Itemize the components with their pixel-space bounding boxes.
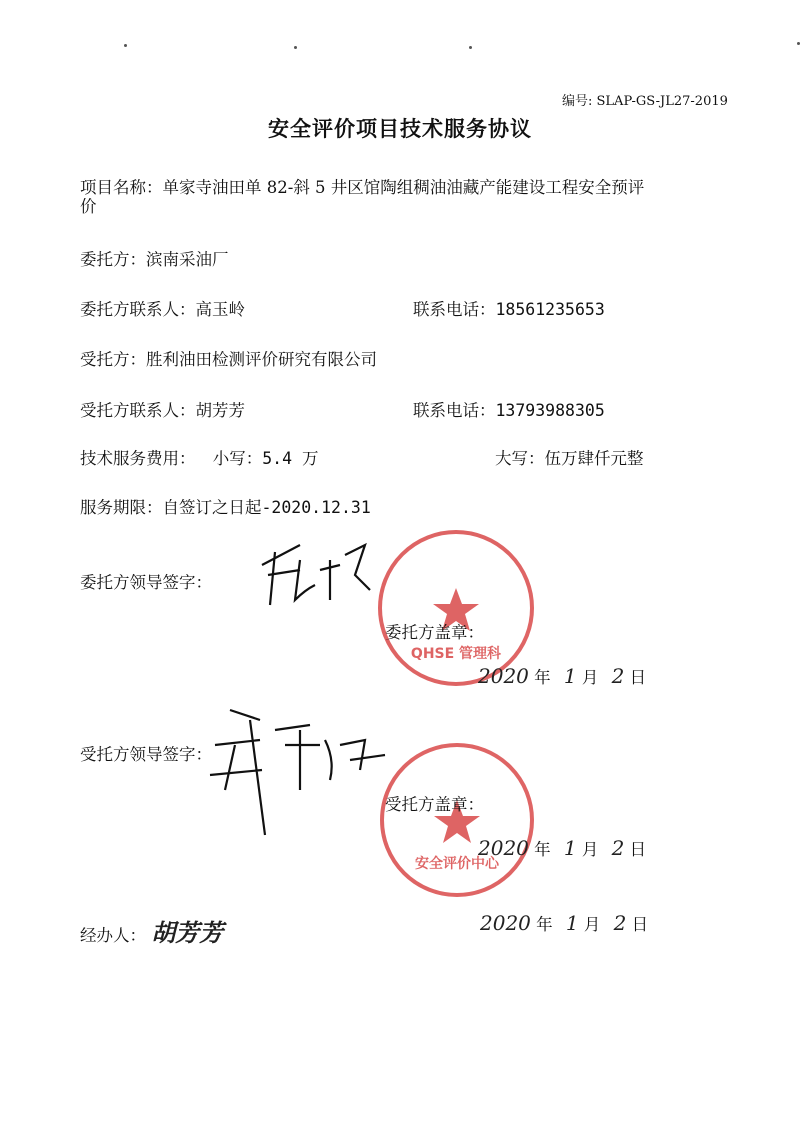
handler-date-year-hand: 2020 bbox=[480, 911, 531, 935]
contractor-date-day: 日 bbox=[629, 840, 647, 859]
contractor-seal bbox=[382, 745, 532, 895]
client-date-month: 月 bbox=[581, 668, 599, 687]
contractor-label: 受托方： bbox=[80, 350, 146, 369]
contractor-value: 胜利油田检测评价研究有限公司 bbox=[146, 350, 377, 369]
client-date-day: 日 bbox=[629, 668, 647, 687]
client-seal-label: 委托方盖章： bbox=[385, 623, 484, 642]
client-date bbox=[478, 664, 646, 688]
project-line-2: 价 bbox=[80, 197, 97, 216]
document-number: 编号: SLAP-GS-JL27-2019 bbox=[562, 94, 728, 109]
fee-big-label: 大写： bbox=[495, 449, 545, 468]
handler-date-month: 月 bbox=[583, 915, 601, 934]
fee-row bbox=[80, 445, 319, 469]
contractor-date-year: 年 bbox=[534, 840, 551, 859]
handler-label: 经办人： bbox=[80, 926, 146, 945]
client-contact-row bbox=[80, 296, 245, 320]
contractor-date-month-hand: 1 bbox=[563, 836, 577, 860]
handler-signature: 胡芳芳 bbox=[151, 918, 224, 947]
contractor-row bbox=[80, 346, 377, 370]
contractor-leader-signature bbox=[210, 710, 385, 835]
project-line-1 bbox=[80, 174, 644, 198]
handler-date-day: 日 bbox=[631, 915, 649, 934]
client-label: 委托方： bbox=[80, 250, 146, 269]
handler-date-day-hand: 2 bbox=[613, 911, 627, 935]
term-value: 自签订之日起-2020.12.31 bbox=[162, 498, 371, 517]
contractor-contact-row bbox=[80, 397, 245, 421]
client-leader-sign-label: 委托方领导签字： bbox=[80, 573, 212, 592]
contractor-date-year-hand: 2020 bbox=[478, 836, 529, 860]
term-row bbox=[80, 494, 371, 518]
contractor-phone-row bbox=[413, 397, 605, 421]
client-date-day-hand: 2 bbox=[611, 664, 625, 688]
contractor-contact-value: 胡芳芳 bbox=[195, 401, 245, 420]
contractor-phone-value: 13793988305 bbox=[495, 401, 605, 420]
project-value: 单家寺油田单 82-斜 5 井区馆陶组稠油油藏产能建设工程安全预评 bbox=[162, 178, 645, 197]
fee-small-label: 小写： bbox=[212, 449, 263, 468]
fee-small-value: 5.4 万 bbox=[262, 449, 319, 468]
client-seal-text: QHSE 管理科 bbox=[410, 646, 502, 662]
fee-big-value: 伍万肆仟元整 bbox=[544, 449, 644, 468]
contractor-contact-label: 受托方联系人： bbox=[80, 401, 196, 420]
term-label: 服务期限： bbox=[80, 498, 163, 517]
client-phone-row bbox=[413, 296, 605, 320]
contractor-date-day-hand: 2 bbox=[611, 836, 625, 860]
client-phone-label: 联系电话： bbox=[413, 300, 496, 319]
client-date-year: 年 bbox=[534, 668, 551, 687]
page-title: 安全评价项目技术服务协议 bbox=[268, 116, 532, 141]
handler-row bbox=[80, 913, 223, 948]
client-leader-signature bbox=[262, 545, 370, 605]
handler-date-month-hand: 1 bbox=[565, 911, 579, 935]
handler-date bbox=[480, 911, 648, 935]
client-seal bbox=[380, 532, 532, 684]
contractor-date bbox=[478, 836, 646, 860]
client-contact-value: 高玉岭 bbox=[195, 300, 245, 319]
fee-label: 技术服务费用： bbox=[80, 449, 196, 468]
contractor-seal-text: 安全评价中心 bbox=[415, 856, 499, 872]
client-value: 滨南采油厂 bbox=[146, 250, 229, 269]
fee-big-row bbox=[495, 445, 644, 469]
contractor-date-month: 月 bbox=[581, 840, 599, 859]
contractor-leader-sign-label: 受托方领导签字： bbox=[80, 745, 212, 764]
client-row bbox=[80, 246, 229, 270]
contractor-seal-label: 受托方盖章： bbox=[385, 795, 484, 814]
client-date-year-hand: 2020 bbox=[478, 664, 529, 688]
project-label: 项目名称： bbox=[80, 178, 163, 197]
client-phone-value: 18561235653 bbox=[495, 300, 605, 319]
handler-date-year: 年 bbox=[536, 915, 553, 934]
client-contact-label: 委托方联系人： bbox=[80, 300, 196, 319]
contractor-phone-label: 联系电话： bbox=[413, 401, 496, 420]
client-date-month-hand: 1 bbox=[563, 664, 577, 688]
